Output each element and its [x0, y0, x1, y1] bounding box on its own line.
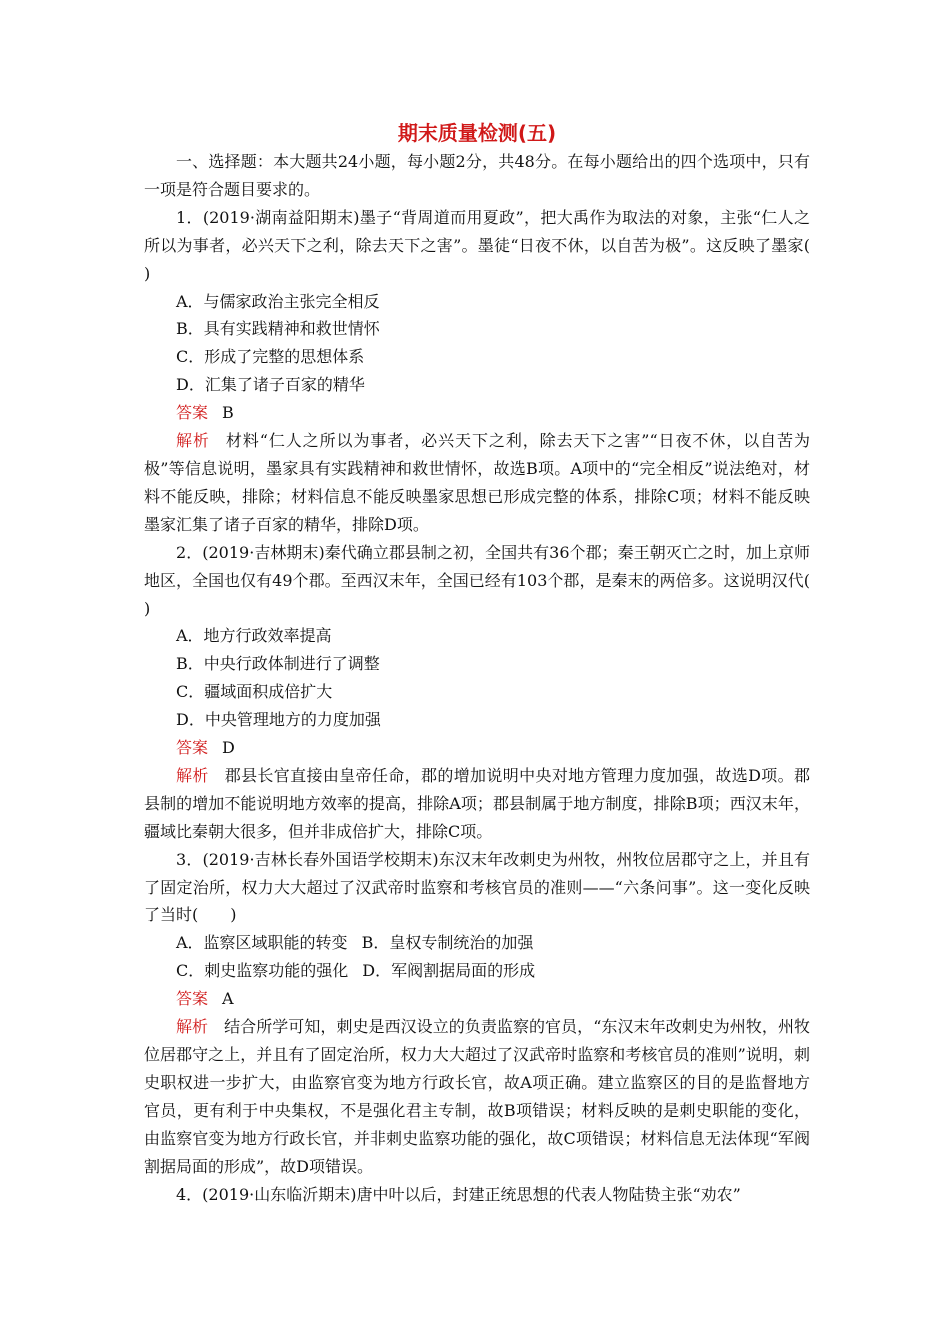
- answer-line: [144, 399, 810, 427]
- option-a: A．与儒家政治主张完全相反: [176, 291, 380, 311]
- answer-line: [144, 734, 810, 762]
- option-d: D．中央管理地方的力度加强: [176, 710, 381, 730]
- question-stem: 3．(2019·吉林长春外国语学校期末)东汉末年改刺史为州牧，州牧位居郡守之上，并且有了固定治所，权力大大超过了汉武帝时监察和考核官员的准则——“六条问事”。这一变化反映了当时( ): [144, 849, 810, 925]
- analysis-text: 结合所学可知，刺史是西汉设立的负责监察的官员，“东汉末年改刺史为州牧，州牧位居郡守之上，并且有了固定治所，权力大大超过了汉武帝时监察和考核官员的准则”说明，刺史职权进一步扩大，由监察官变为地方行政长官，故A项正确。建立监察区的目的是监督地方官员，更有利于中央集权，不是强化君主专制，故B项错误；材料反映的是刺史职能的变化，由监察官变为地方行政长官，并非刺史监察功能的强化，故C项错误；材料信息无法体现“军阀割据局面的形成”，故D项错误。: [144, 1017, 810, 1176]
- answer-value: B: [222, 403, 234, 423]
- analysis-text: 郡县长官直接由皇帝任命，郡的增加说明中央对地方管理力度加强，故选D项。郡县制的增加不能说明地方效率的提高，排除A项；郡县制属于地方制度，排除B项；西汉末年，疆域比秦朝大很多，但并非成倍扩大，排除C项。: [144, 765, 810, 841]
- answer-label: 答案: [176, 403, 209, 423]
- analysis-label: 解析: [176, 1017, 209, 1037]
- answer-label: 答案: [176, 738, 209, 758]
- option-c: C．刺史监察功能的强化: [176, 961, 349, 981]
- option-d: D．军阀割据局面的形成: [362, 961, 536, 981]
- analysis-paragraph: [144, 1013, 810, 1180]
- option-a: A．监察区域职能的转变: [176, 933, 348, 953]
- option-d: D．汇集了诸子百家的精华: [176, 375, 365, 395]
- question-stem: 2．(2019·吉林期末)秦代确立郡县制之初，全国共有36个郡；秦王朝灭亡之时，加上京师地区，全国也仅有49个郡。至西汉末年，全国已经有103个郡，是秦末的两倍多。这说明汉代( ): [144, 542, 843, 618]
- answer-label: 答案: [176, 989, 209, 1009]
- question-3: [144, 846, 810, 1181]
- analysis-text: 材料“仁人之所以为事者，必兴天下之利，除去天下之害”“日夜不休，以自苦为极”等信息说明，墨家具有实践精神和救世情怀，故选B项。A项中的“完全相反”说法绝对，材料不能反映，排除；材料信息不能反映墨家思想已形成完整的体系，排除C项；材料不能反映墨家汇集了诸子百家的精华，排除D项。: [144, 431, 810, 534]
- question-1: [144, 204, 843, 539]
- section-intro: 一、选择题：本大题共24小题，每小题2分，共48分。在每小题给出的四个选项中，只有一项是符合题目要求的。: [144, 152, 810, 199]
- question-stem: 1．(2019·湖南益阳期末)墨子“背周道而用夏政”，把大禹作为取法的对象，主张“仁人之所以为事者，必兴天下之利，除去天下之害”。墨徒“日夜不休，以自苦为极”。这反映了墨家( ): [144, 207, 843, 283]
- analysis-label: 解析: [176, 431, 210, 451]
- options-row-ab: [144, 929, 810, 957]
- analysis-paragraph: [144, 427, 810, 539]
- page-title: 期末质量检测(五): [397, 121, 557, 145]
- question-4: [144, 1181, 810, 1209]
- question-stem: 4．(2019·山东临沂期末)唐中叶以后，封建正统思想的代表人物陆贽主张“劝农”: [176, 1184, 741, 1204]
- answer-value: D: [222, 738, 235, 758]
- option-b: B．中央行政体制进行了调整: [176, 654, 380, 674]
- answer-line: [144, 985, 810, 1013]
- option-b: B．皇权专制统治的加强: [361, 933, 534, 953]
- analysis-paragraph: [144, 762, 810, 846]
- option-a: A．地方行政效率提高: [176, 626, 332, 646]
- option-c: C．形成了完整的思想体系: [176, 347, 365, 367]
- answer-value: A: [222, 989, 234, 1009]
- analysis-label: 解析: [176, 765, 209, 785]
- option-b: B．具有实践精神和救世情怀: [176, 319, 380, 339]
- options-row-cd: [144, 957, 810, 985]
- question-2: [144, 539, 843, 846]
- option-c: C．疆域面积成倍扩大: [176, 682, 333, 702]
